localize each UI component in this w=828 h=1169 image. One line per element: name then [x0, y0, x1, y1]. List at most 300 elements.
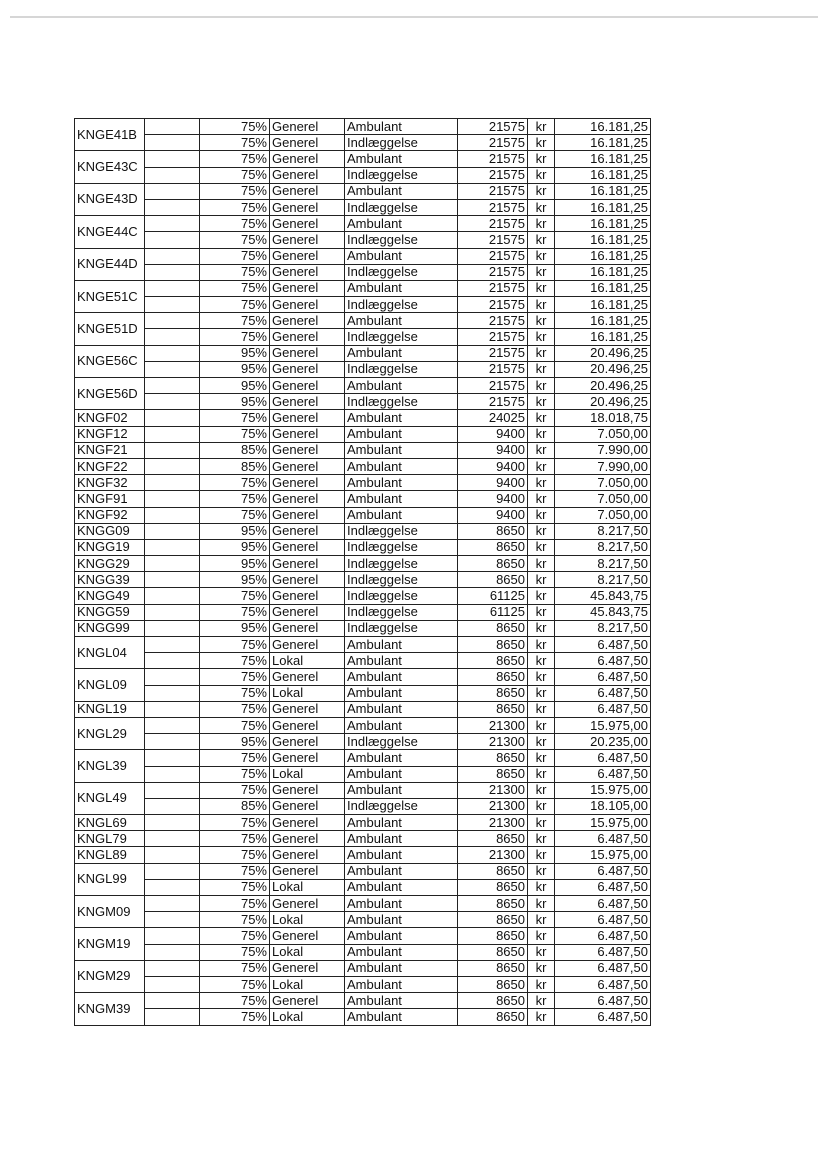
percent-cell: 75%	[200, 782, 270, 798]
base-price-cell: 9400	[458, 442, 528, 458]
table-row	[75, 378, 651, 394]
care-type-cell: Ambulant	[345, 847, 458, 863]
amount-cell: 6.487,50	[555, 912, 651, 928]
table-row	[75, 847, 651, 863]
blank-cell	[145, 442, 200, 458]
code-cell: KNGE44D	[75, 248, 145, 280]
type-cell: Lokal	[270, 879, 345, 895]
type-cell: Generel	[270, 815, 345, 831]
blank-cell	[145, 831, 200, 847]
blank-cell	[145, 313, 200, 329]
code-cell: KNGL39	[75, 750, 145, 782]
currency-cell: kr	[528, 248, 555, 264]
code-cell: KNGE56C	[75, 345, 145, 377]
percent-cell: 95%	[200, 523, 270, 539]
currency-cell: kr	[528, 313, 555, 329]
blank-cell	[145, 685, 200, 701]
code-cell: KNGF21	[75, 442, 145, 458]
care-type-cell: Ambulant	[345, 442, 458, 458]
table-row	[75, 863, 651, 879]
base-price-cell: 21575	[458, 264, 528, 280]
percent-cell: 75%	[200, 199, 270, 215]
amount-cell: 6.487,50	[555, 960, 651, 976]
amount-cell: 16.181,25	[555, 199, 651, 215]
table-row	[75, 815, 651, 831]
type-cell: Generel	[270, 151, 345, 167]
base-price-cell: 9400	[458, 491, 528, 507]
type-cell: Generel	[270, 539, 345, 555]
care-type-cell: Ambulant	[345, 507, 458, 523]
code-cell: KNGG29	[75, 556, 145, 572]
percent-cell: 95%	[200, 361, 270, 377]
blank-cell	[145, 539, 200, 555]
percent-cell: 75%	[200, 960, 270, 976]
code-cell: KNGE43D	[75, 183, 145, 215]
table-row	[75, 831, 651, 847]
type-cell: Generel	[270, 798, 345, 814]
blank-cell	[145, 912, 200, 928]
percent-cell: 95%	[200, 345, 270, 361]
table-row	[75, 766, 651, 782]
percent-cell: 75%	[200, 410, 270, 426]
care-type-cell: Indlæggelse	[345, 539, 458, 555]
table-row	[75, 572, 651, 588]
care-type-cell: Ambulant	[345, 216, 458, 232]
base-price-cell: 8650	[458, 750, 528, 766]
care-type-cell: Ambulant	[345, 119, 458, 135]
blank-cell	[145, 378, 200, 394]
currency-cell: kr	[528, 232, 555, 248]
table-row	[75, 798, 651, 814]
code-cell: KNGF92	[75, 507, 145, 523]
table-row	[75, 734, 651, 750]
percent-cell: 75%	[200, 637, 270, 653]
table-row	[75, 879, 651, 895]
percent-cell: 75%	[200, 993, 270, 1009]
amount-cell: 6.487,50	[555, 896, 651, 912]
percent-cell: 75%	[200, 588, 270, 604]
care-type-cell: Ambulant	[345, 717, 458, 733]
currency-cell: kr	[528, 361, 555, 377]
blank-cell	[145, 701, 200, 717]
table-row	[75, 199, 651, 215]
code-cell: KNGL69	[75, 815, 145, 831]
blank-cell	[145, 264, 200, 280]
currency-cell: kr	[528, 491, 555, 507]
currency-cell: kr	[528, 507, 555, 523]
currency-cell: kr	[528, 750, 555, 766]
percent-cell: 75%	[200, 232, 270, 248]
percent-cell: 75%	[200, 507, 270, 523]
type-cell: Generel	[270, 928, 345, 944]
amount-cell: 16.181,25	[555, 313, 651, 329]
currency-cell: kr	[528, 167, 555, 183]
code-cell: KNGL04	[75, 637, 145, 669]
percent-cell: 75%	[200, 847, 270, 863]
type-cell: Generel	[270, 119, 345, 135]
base-price-cell: 8650	[458, 831, 528, 847]
care-type-cell: Indlæggelse	[345, 734, 458, 750]
amount-cell: 45.843,75	[555, 588, 651, 604]
table-row	[75, 556, 651, 572]
amount-cell: 8.217,50	[555, 572, 651, 588]
table-row	[75, 928, 651, 944]
type-cell: Generel	[270, 960, 345, 976]
currency-cell: kr	[528, 879, 555, 895]
blank-cell	[145, 944, 200, 960]
table-row	[75, 976, 651, 992]
currency-cell: kr	[528, 1009, 555, 1025]
type-cell: Lokal	[270, 653, 345, 669]
code-cell: KNGM19	[75, 928, 145, 960]
table-row	[75, 248, 651, 264]
code-cell: KNGL09	[75, 669, 145, 701]
amount-cell: 16.181,25	[555, 248, 651, 264]
type-cell: Lokal	[270, 766, 345, 782]
care-type-cell: Indlæggelse	[345, 588, 458, 604]
currency-cell: kr	[528, 831, 555, 847]
percent-cell: 75%	[200, 167, 270, 183]
table-row	[75, 280, 651, 296]
currency-cell: kr	[528, 264, 555, 280]
type-cell: Generel	[270, 572, 345, 588]
currency-cell: kr	[528, 798, 555, 814]
blank-cell	[145, 426, 200, 442]
care-type-cell: Ambulant	[345, 912, 458, 928]
percent-cell: 75%	[200, 701, 270, 717]
care-type-cell: Ambulant	[345, 183, 458, 199]
amount-cell: 20.235,00	[555, 734, 651, 750]
amount-cell: 8.217,50	[555, 620, 651, 636]
currency-cell: kr	[528, 717, 555, 733]
percent-cell: 75%	[200, 879, 270, 895]
percent-cell: 95%	[200, 572, 270, 588]
care-type-cell: Ambulant	[345, 151, 458, 167]
base-price-cell: 8650	[458, 960, 528, 976]
care-type-cell: Indlæggelse	[345, 604, 458, 620]
code-cell: KNGG59	[75, 604, 145, 620]
amount-cell: 6.487,50	[555, 976, 651, 992]
blank-cell	[145, 297, 200, 313]
table-row	[75, 620, 651, 636]
base-price-cell: 24025	[458, 410, 528, 426]
care-type-cell: Indlæggelse	[345, 798, 458, 814]
code-cell: KNGE51D	[75, 313, 145, 345]
blank-cell	[145, 976, 200, 992]
base-price-cell: 8650	[458, 912, 528, 928]
type-cell: Generel	[270, 734, 345, 750]
base-price-cell: 8650	[458, 766, 528, 782]
care-type-cell: Ambulant	[345, 960, 458, 976]
amount-cell: 20.496,25	[555, 394, 651, 410]
blank-cell	[145, 329, 200, 345]
percent-cell: 75%	[200, 135, 270, 151]
type-cell: Generel	[270, 280, 345, 296]
percent-cell: 75%	[200, 604, 270, 620]
care-type-cell: Ambulant	[345, 378, 458, 394]
currency-cell: kr	[528, 151, 555, 167]
table-row	[75, 637, 651, 653]
blank-cell	[145, 135, 200, 151]
code-cell: KNGL29	[75, 717, 145, 749]
type-cell: Generel	[270, 637, 345, 653]
amount-cell: 15.975,00	[555, 717, 651, 733]
type-cell: Generel	[270, 426, 345, 442]
care-type-cell: Ambulant	[345, 976, 458, 992]
code-cell: KNGF22	[75, 458, 145, 474]
currency-cell: kr	[528, 620, 555, 636]
base-price-cell: 21575	[458, 361, 528, 377]
type-cell: Generel	[270, 410, 345, 426]
amount-cell: 6.487,50	[555, 831, 651, 847]
care-type-cell: Indlæggelse	[345, 394, 458, 410]
blank-cell	[145, 637, 200, 653]
percent-cell: 75%	[200, 491, 270, 507]
code-cell: KNGM29	[75, 960, 145, 992]
care-type-cell: Ambulant	[345, 280, 458, 296]
base-price-cell: 21575	[458, 248, 528, 264]
base-price-cell: 9400	[458, 475, 528, 491]
currency-cell: kr	[528, 669, 555, 685]
care-type-cell: Indlæggelse	[345, 572, 458, 588]
code-cell: KNGE41B	[75, 119, 145, 151]
currency-cell: kr	[528, 297, 555, 313]
percent-cell: 75%	[200, 119, 270, 135]
currency-cell: kr	[528, 556, 555, 572]
code-cell: KNGG49	[75, 588, 145, 604]
care-type-cell: Indlæggelse	[345, 232, 458, 248]
currency-cell: kr	[528, 475, 555, 491]
percent-cell: 75%	[200, 264, 270, 280]
table-row	[75, 701, 651, 717]
care-type-cell: Ambulant	[345, 313, 458, 329]
currency-cell: kr	[528, 539, 555, 555]
blank-cell	[145, 879, 200, 895]
table-row	[75, 119, 651, 135]
care-type-cell: Ambulant	[345, 928, 458, 944]
care-type-cell: Ambulant	[345, 831, 458, 847]
care-type-cell: Ambulant	[345, 637, 458, 653]
code-cell: KNGF91	[75, 491, 145, 507]
currency-cell: kr	[528, 410, 555, 426]
type-cell: Generel	[270, 442, 345, 458]
currency-cell: kr	[528, 135, 555, 151]
type-cell: Generel	[270, 588, 345, 604]
blank-cell	[145, 815, 200, 831]
care-type-cell: Ambulant	[345, 458, 458, 474]
type-cell: Generel	[270, 847, 345, 863]
currency-cell: kr	[528, 863, 555, 879]
table-row	[75, 426, 651, 442]
type-cell: Generel	[270, 135, 345, 151]
blank-cell	[145, 669, 200, 685]
code-cell: KNGE56D	[75, 378, 145, 410]
type-cell: Generel	[270, 329, 345, 345]
care-type-cell: Indlæggelse	[345, 199, 458, 215]
table-row	[75, 313, 651, 329]
amount-cell: 16.181,25	[555, 329, 651, 345]
table-row	[75, 604, 651, 620]
blank-cell	[145, 896, 200, 912]
amount-cell: 16.181,25	[555, 119, 651, 135]
amount-cell: 18.105,00	[555, 798, 651, 814]
amount-cell: 6.487,50	[555, 669, 651, 685]
base-price-cell: 21575	[458, 183, 528, 199]
base-price-cell: 61125	[458, 588, 528, 604]
blank-cell	[145, 572, 200, 588]
care-type-cell: Ambulant	[345, 491, 458, 507]
base-price-cell: 21575	[458, 329, 528, 345]
currency-cell: kr	[528, 442, 555, 458]
currency-cell: kr	[528, 588, 555, 604]
tariff-table	[74, 118, 651, 1026]
base-price-cell: 21575	[458, 151, 528, 167]
amount-cell: 15.975,00	[555, 815, 651, 831]
blank-cell	[145, 604, 200, 620]
table-row	[75, 539, 651, 555]
amount-cell: 16.181,25	[555, 280, 651, 296]
code-cell: KNGG09	[75, 523, 145, 539]
table-row	[75, 361, 651, 377]
code-cell: KNGG39	[75, 572, 145, 588]
base-price-cell: 21300	[458, 798, 528, 814]
table-row	[75, 442, 651, 458]
care-type-cell: Ambulant	[345, 669, 458, 685]
table-row	[75, 960, 651, 976]
percent-cell: 75%	[200, 928, 270, 944]
currency-cell: kr	[528, 345, 555, 361]
code-cell: KNGM39	[75, 993, 145, 1025]
blank-cell	[145, 993, 200, 1009]
type-cell: Generel	[270, 183, 345, 199]
table-row	[75, 151, 651, 167]
code-cell: KNGM09	[75, 896, 145, 928]
table-row	[75, 896, 651, 912]
table-row	[75, 135, 651, 151]
amount-cell: 6.487,50	[555, 685, 651, 701]
currency-cell: kr	[528, 896, 555, 912]
base-price-cell: 9400	[458, 458, 528, 474]
table-row	[75, 297, 651, 313]
amount-cell: 6.487,50	[555, 928, 651, 944]
code-cell: KNGL49	[75, 782, 145, 814]
percent-cell: 95%	[200, 556, 270, 572]
amount-cell: 8.217,50	[555, 523, 651, 539]
amount-cell: 20.496,25	[555, 345, 651, 361]
blank-cell	[145, 717, 200, 733]
blank-cell	[145, 361, 200, 377]
base-price-cell: 61125	[458, 604, 528, 620]
currency-cell: kr	[528, 685, 555, 701]
blank-cell	[145, 280, 200, 296]
amount-cell: 15.975,00	[555, 782, 651, 798]
type-cell: Generel	[270, 248, 345, 264]
base-price-cell: 8650	[458, 572, 528, 588]
base-price-cell: 8650	[458, 523, 528, 539]
care-type-cell: Indlæggelse	[345, 523, 458, 539]
blank-cell	[145, 458, 200, 474]
amount-cell: 16.181,25	[555, 216, 651, 232]
blank-cell	[145, 863, 200, 879]
care-type-cell: Ambulant	[345, 896, 458, 912]
amount-cell: 15.975,00	[555, 847, 651, 863]
type-cell: Generel	[270, 491, 345, 507]
base-price-cell: 21575	[458, 135, 528, 151]
currency-cell: kr	[528, 944, 555, 960]
care-type-cell: Ambulant	[345, 750, 458, 766]
currency-cell: kr	[528, 458, 555, 474]
blank-cell	[145, 491, 200, 507]
code-cell: KNGG19	[75, 539, 145, 555]
care-type-cell: Ambulant	[345, 993, 458, 1009]
code-cell: KNGF32	[75, 475, 145, 491]
base-price-cell: 21300	[458, 815, 528, 831]
base-price-cell: 21575	[458, 280, 528, 296]
currency-cell: kr	[528, 734, 555, 750]
table-row	[75, 458, 651, 474]
table-row	[75, 345, 651, 361]
type-cell: Generel	[270, 507, 345, 523]
base-price-cell: 21575	[458, 216, 528, 232]
amount-cell: 6.487,50	[555, 863, 651, 879]
type-cell: Lokal	[270, 912, 345, 928]
currency-cell: kr	[528, 199, 555, 215]
percent-cell: 95%	[200, 378, 270, 394]
code-cell: KNGF02	[75, 410, 145, 426]
type-cell: Lokal	[270, 1009, 345, 1025]
base-price-cell: 8650	[458, 944, 528, 960]
percent-cell: 75%	[200, 717, 270, 733]
table-row	[75, 167, 651, 183]
amount-cell: 16.181,25	[555, 167, 651, 183]
percent-cell: 75%	[200, 329, 270, 345]
care-type-cell: Ambulant	[345, 782, 458, 798]
care-type-cell: Indlæggelse	[345, 264, 458, 280]
blank-cell	[145, 119, 200, 135]
type-cell: Generel	[270, 378, 345, 394]
currency-cell: kr	[528, 329, 555, 345]
base-price-cell: 8650	[458, 928, 528, 944]
type-cell: Generel	[270, 475, 345, 491]
amount-cell: 6.487,50	[555, 1009, 651, 1025]
type-cell: Lokal	[270, 944, 345, 960]
currency-cell: kr	[528, 280, 555, 296]
type-cell: Generel	[270, 458, 345, 474]
percent-cell: 75%	[200, 248, 270, 264]
base-price-cell: 21575	[458, 167, 528, 183]
amount-cell: 7.990,00	[555, 458, 651, 474]
table-row	[75, 717, 651, 733]
care-type-cell: Indlæggelse	[345, 361, 458, 377]
currency-cell: kr	[528, 993, 555, 1009]
blank-cell	[145, 653, 200, 669]
amount-cell: 6.487,50	[555, 766, 651, 782]
care-type-cell: Ambulant	[345, 426, 458, 442]
percent-cell: 95%	[200, 394, 270, 410]
blank-cell	[145, 345, 200, 361]
currency-cell: kr	[528, 119, 555, 135]
type-cell: Generel	[270, 863, 345, 879]
amount-cell: 7.050,00	[555, 426, 651, 442]
code-cell: KNGE51C	[75, 280, 145, 312]
code-cell: KNGL19	[75, 701, 145, 717]
percent-cell: 75%	[200, 475, 270, 491]
currency-cell: kr	[528, 637, 555, 653]
percent-cell: 75%	[200, 426, 270, 442]
type-cell: Generel	[270, 345, 345, 361]
currency-cell: kr	[528, 653, 555, 669]
table-body	[75, 119, 651, 1026]
